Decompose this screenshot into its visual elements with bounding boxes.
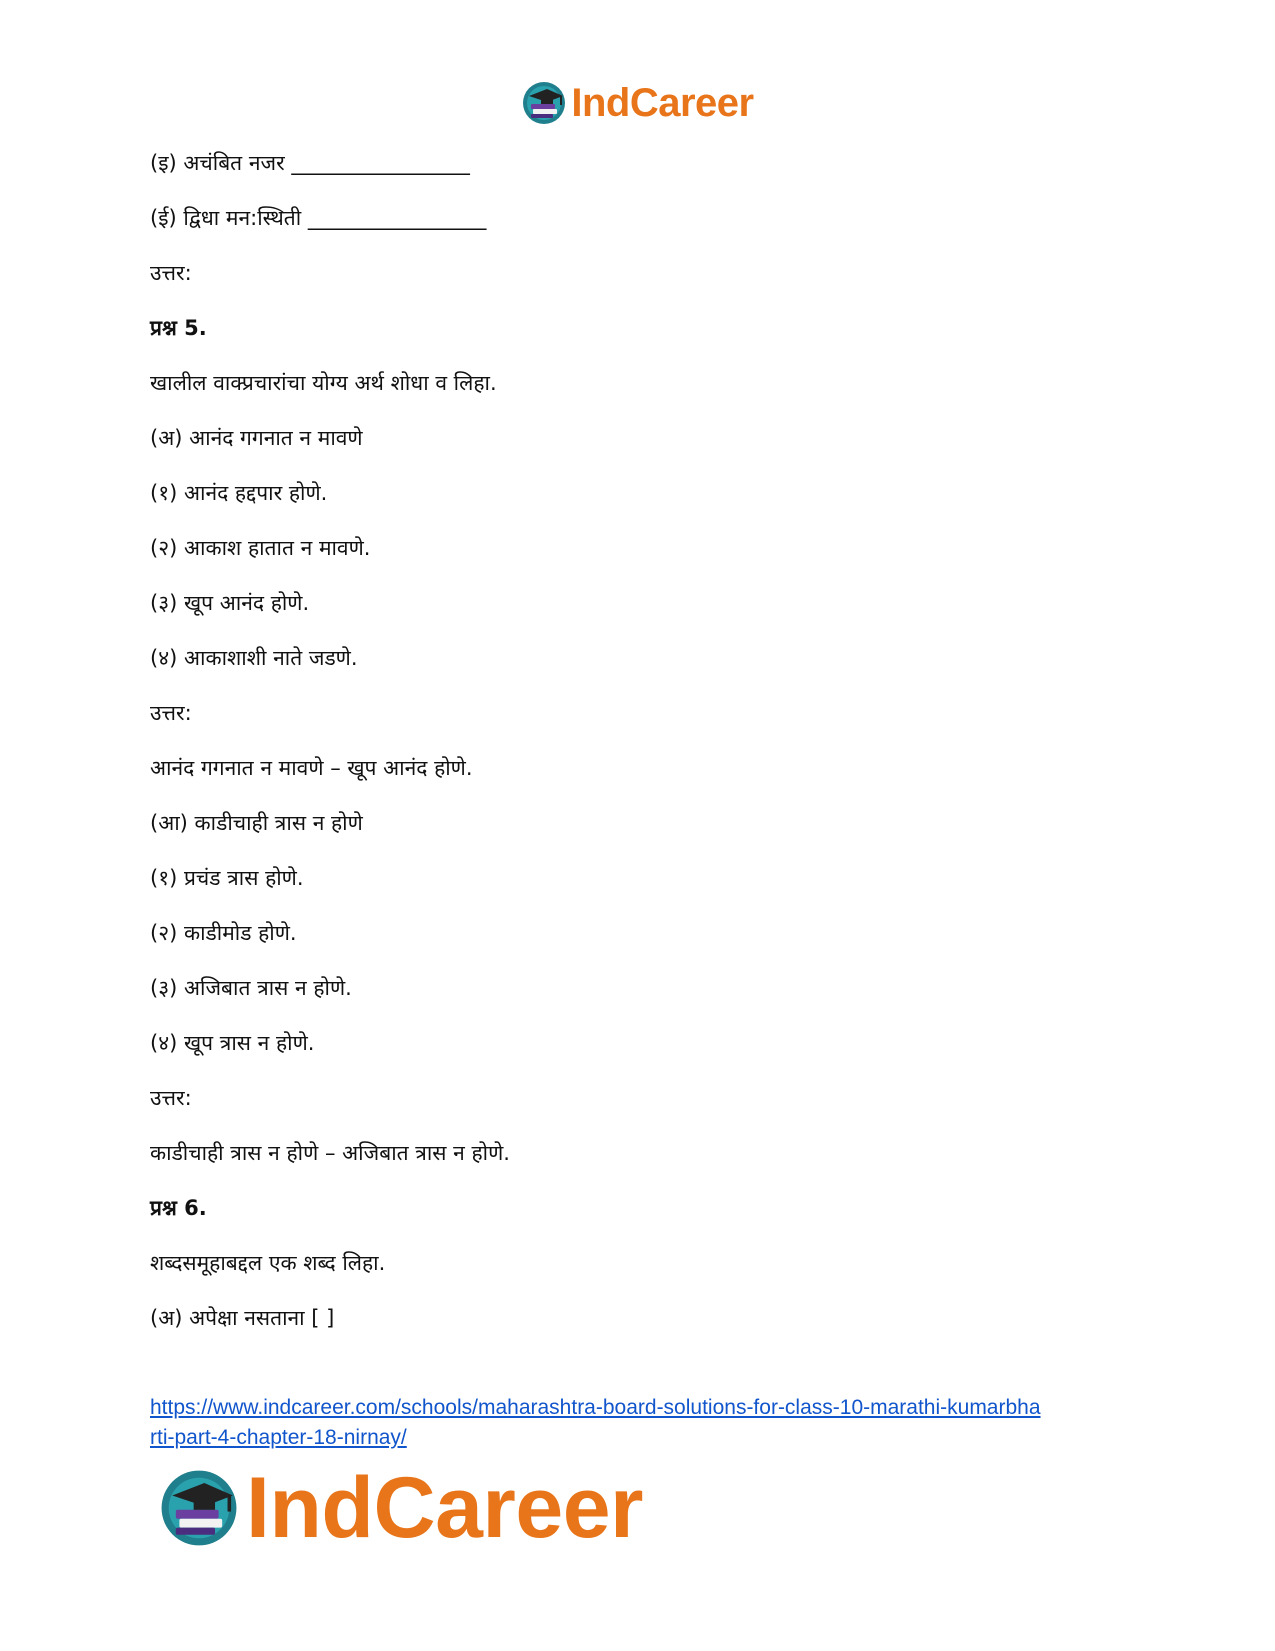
answer-text: आनंद गगनात न मावणे – खूप आनंद होणे. [150, 756, 473, 780]
option-item: (१) आनंद हद्दपार होणे. [150, 481, 328, 505]
indcareer-logo-large [158, 1460, 643, 1556]
question-heading: प्रश्न 5. [150, 316, 207, 340]
sub-question: (अ) अपेक्षा नसताना [ ] [150, 1306, 335, 1330]
question-heading: प्रश्न 6. [150, 1196, 207, 1220]
graduation-cap-book-icon [521, 80, 567, 126]
option-item: (१) प्रचंड त्रास होणे. [150, 866, 304, 890]
graduation-cap-book-icon [158, 1467, 240, 1549]
sub-question: (आ) काडीचाही त्रास न होणे [150, 811, 363, 835]
logo-wordmark: IndCareer [571, 81, 754, 125]
option-item: (२) काडीमोड होणे. [150, 921, 297, 945]
source-link-line-1: https://www.indcareer.com/schools/maharashtra-board-solutions-for-class-10-marathi-kumarbha [150, 1396, 1041, 1419]
question-item: (ई) द्विधा मन:स्थिती _________________ [150, 206, 487, 230]
option-item: (४) खूप त्रास न होणे. [150, 1031, 315, 1055]
question-item: (इ) अचंबित नजर _________________ [150, 151, 470, 175]
question-instruction: शब्दसमूहाबद्दल एक शब्द लिहा. [150, 1251, 386, 1275]
option-item: (२) आकाश हातात न मावणे. [150, 536, 371, 560]
option-item: (३) अजिबात त्रास न होणे. [150, 976, 352, 1000]
indcareer-logo [521, 80, 753, 126]
sub-question: (अ) आनंद गगनात न मावणे [150, 426, 363, 450]
option-item: (३) खूप आनंद होणे. [150, 591, 310, 615]
answer-label: उत्तर: [150, 701, 192, 725]
source-link-line-2: rti-part-4-chapter-18-nirnay/ [150, 1426, 407, 1449]
answer-label: उत्तर: [150, 261, 192, 285]
document-body [150, 146, 1130, 1356]
option-item: (४) आकाशाशी नाते जडणे. [150, 646, 358, 670]
header-logo [0, 80, 1275, 126]
question-instruction: खालील वाक्प्रचारांचा योग्य अर्थ शोधा व लिहा. [150, 371, 497, 395]
answer-text: काडीचाही त्रास न होणे – अजिबात त्रास न होणे. [150, 1141, 510, 1165]
footer-logo [158, 1460, 643, 1556]
logo-wordmark-large: IndCareer [246, 1460, 643, 1556]
answer-label: उत्तर: [150, 1086, 192, 1110]
source-link[interactable] [150, 1393, 1130, 1453]
